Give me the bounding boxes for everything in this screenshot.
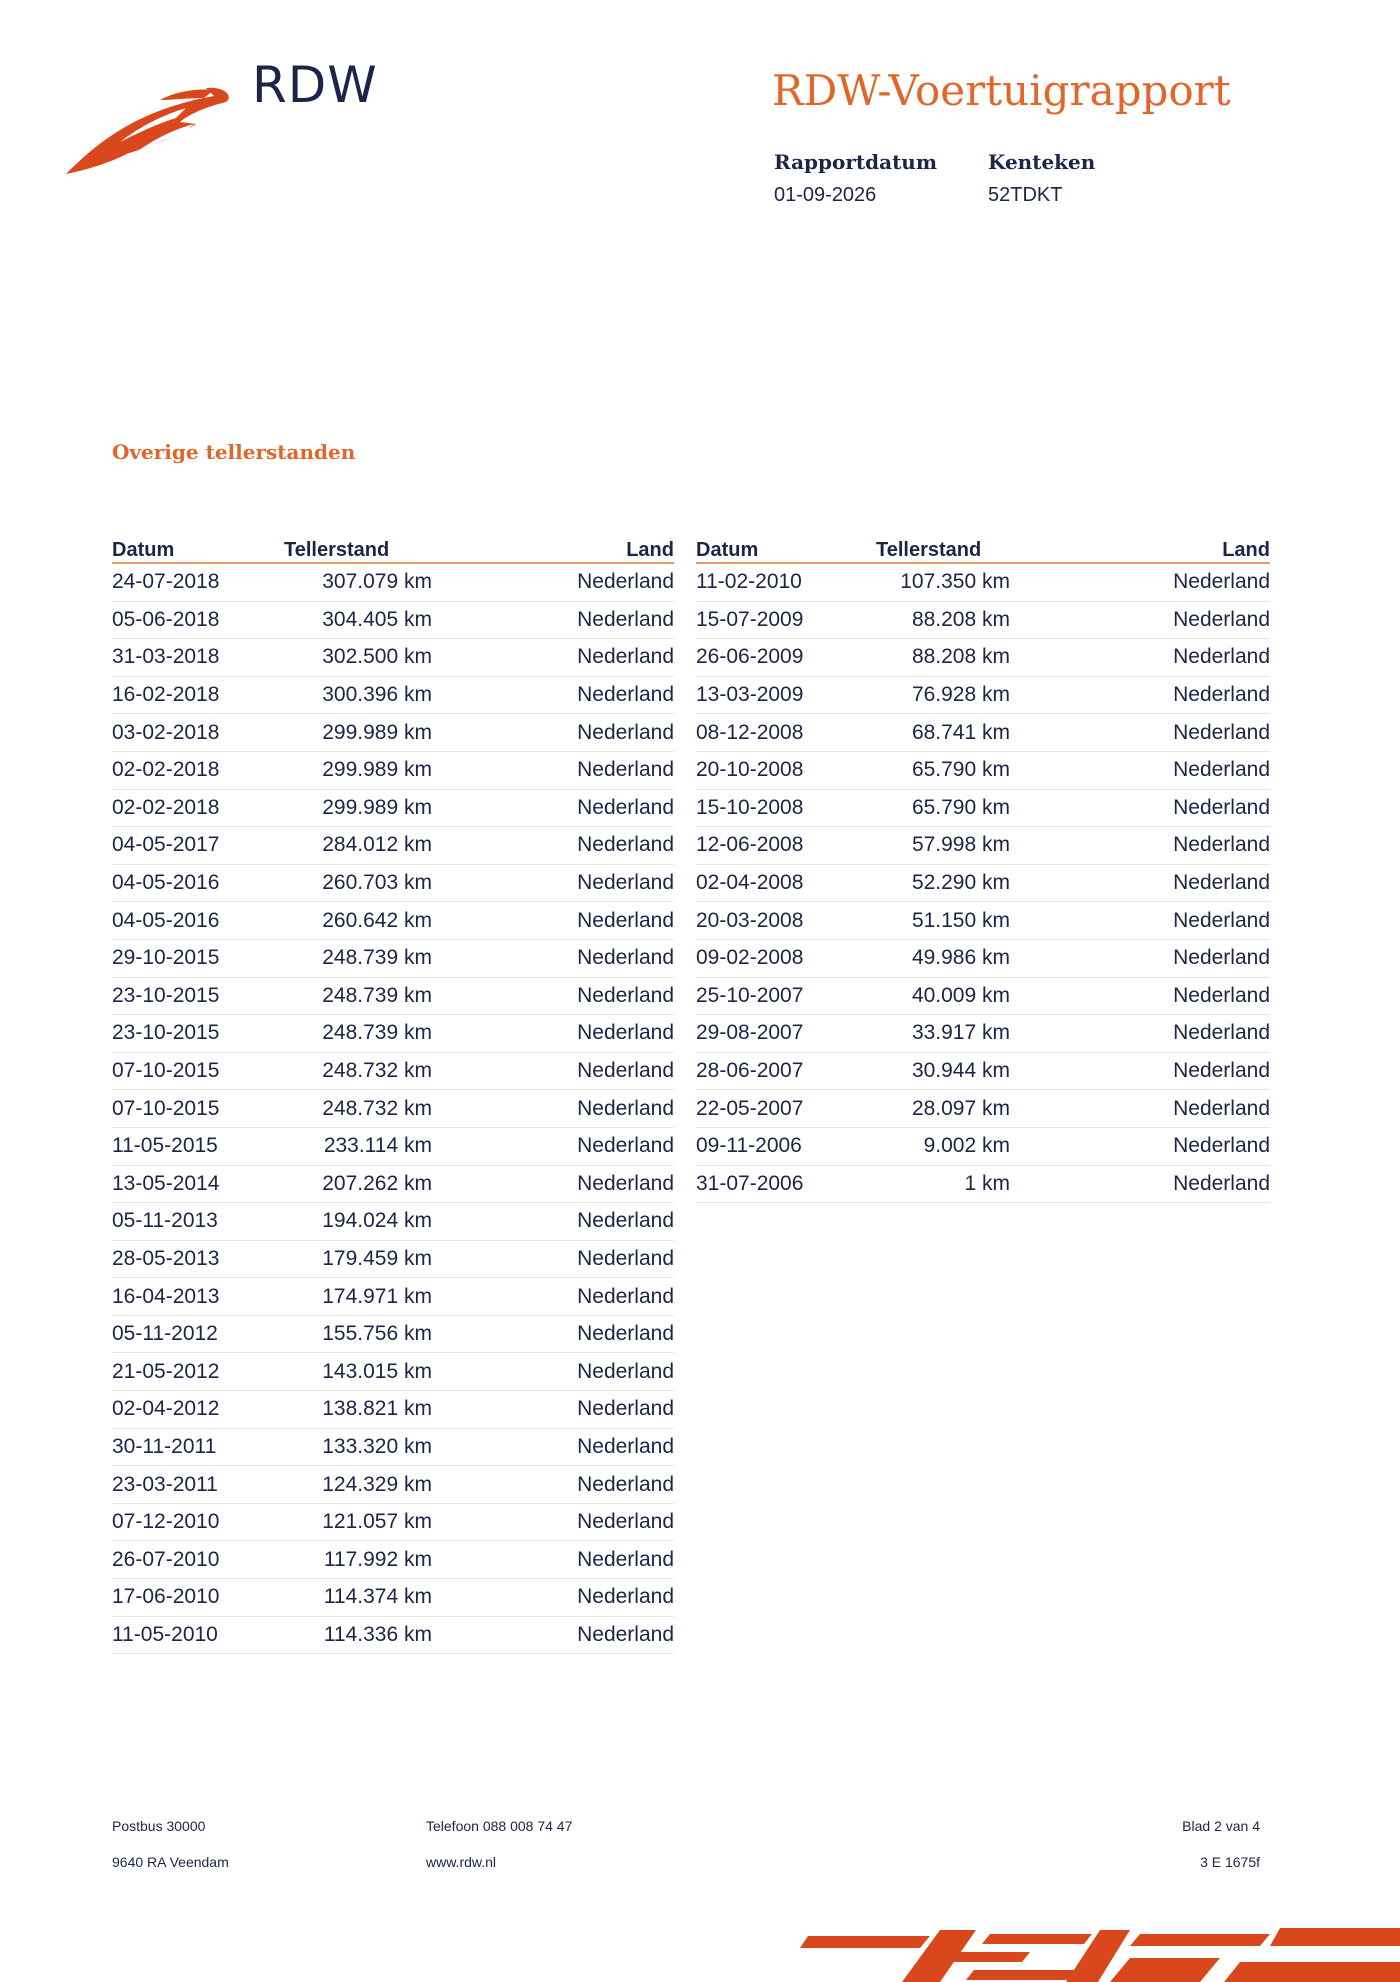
row-date: 22-05-2007 (696, 1090, 866, 1128)
row-date: 05-06-2018 (112, 601, 282, 639)
row-country: Nederland (1010, 939, 1270, 977)
table-row (112, 1428, 674, 1466)
table-row (696, 1052, 1270, 1090)
table-row (112, 1541, 674, 1579)
row-odometer: 33.917 km (866, 1015, 1010, 1053)
row-date: 20-10-2008 (696, 751, 866, 789)
table-row (112, 1052, 674, 1090)
row-country: Nederland (1010, 789, 1270, 827)
row-country: Nederland (432, 751, 674, 789)
row-odometer: 28.097 km (866, 1090, 1010, 1128)
row-date: 28-06-2007 (696, 1052, 866, 1090)
table-row (696, 939, 1270, 977)
footer-phone: Telefoon 088 008 74 47 (426, 1818, 573, 1834)
table-row (696, 676, 1270, 714)
report-date-block (774, 150, 937, 207)
footer-address-line2: 9640 RA Veendam (112, 1854, 229, 1870)
row-odometer: 174.971 km (282, 1278, 432, 1316)
row-country: Nederland (432, 1015, 674, 1053)
row-date: 02-04-2008 (696, 864, 866, 902)
row-date: 21-05-2012 (112, 1353, 282, 1391)
column-header-country: Land (432, 536, 674, 563)
row-date: 23-10-2015 (112, 1015, 282, 1053)
table-row (696, 601, 1270, 639)
footer-document-code: 3 E 1675f (1200, 1854, 1260, 1870)
table-row (112, 1015, 674, 1053)
row-country: Nederland (432, 639, 674, 677)
row-odometer: 299.989 km (282, 714, 432, 752)
row-country: Nederland (432, 714, 674, 752)
report-date-value: 01-09-2026 (774, 184, 877, 206)
row-odometer: 65.790 km (866, 751, 1010, 789)
row-country: Nederland (432, 902, 674, 940)
table-row (112, 563, 674, 601)
row-date: 16-04-2013 (112, 1278, 282, 1316)
plate-value: 52TDKT (988, 184, 1063, 206)
table-row (112, 1315, 674, 1353)
table-row (696, 1090, 1270, 1128)
row-country: Nederland (1010, 1090, 1270, 1128)
row-date: 05-11-2012 (112, 1315, 282, 1353)
row-date: 25-10-2007 (696, 977, 866, 1015)
row-country: Nederland (1010, 751, 1270, 789)
table-row (696, 751, 1270, 789)
row-country: Nederland (432, 1503, 674, 1541)
row-odometer: 307.079 km (282, 563, 432, 601)
table-row (112, 751, 674, 789)
row-country: Nederland (432, 1240, 674, 1278)
table-row (112, 977, 674, 1015)
row-date: 26-07-2010 (112, 1541, 282, 1579)
row-odometer: 9.002 km (866, 1127, 1010, 1165)
row-odometer: 248.739 km (282, 977, 432, 1015)
table-row (112, 601, 674, 639)
row-country: Nederland (1010, 714, 1270, 752)
row-country: Nederland (432, 601, 674, 639)
row-date: 04-05-2016 (112, 902, 282, 940)
row-country: Nederland (432, 1052, 674, 1090)
row-odometer: 52.290 km (866, 864, 1010, 902)
row-odometer: 194.024 km (282, 1203, 432, 1241)
row-odometer: 248.732 km (282, 1090, 432, 1128)
row-odometer: 143.015 km (282, 1353, 432, 1391)
row-date: 09-11-2006 (696, 1127, 866, 1165)
row-odometer: 284.012 km (282, 827, 432, 865)
column-header-odometer: Tellerstand (866, 536, 1010, 563)
row-date: 24-07-2018 (112, 563, 282, 601)
row-odometer: 133.320 km (282, 1428, 432, 1466)
row-date: 23-03-2011 (112, 1466, 282, 1504)
table-row (112, 1503, 674, 1541)
row-country: Nederland (432, 1616, 674, 1654)
report-title: RDW-Voertuigrapport (772, 66, 1231, 115)
rdw-wing-logo-icon (64, 58, 234, 178)
row-date: 04-05-2017 (112, 827, 282, 865)
row-odometer: 57.998 km (866, 827, 1010, 865)
table-row (112, 714, 674, 752)
row-odometer: 299.989 km (282, 789, 432, 827)
table-row (112, 1466, 674, 1504)
row-odometer: 248.739 km (282, 939, 432, 977)
row-country: Nederland (432, 1203, 674, 1241)
table-row (112, 902, 674, 940)
table-row (112, 639, 674, 677)
row-odometer: 88.208 km (866, 639, 1010, 677)
row-odometer: 299.989 km (282, 751, 432, 789)
table-row (696, 789, 1270, 827)
footer-website-link[interactable]: www.rdw.nl (426, 1854, 497, 1870)
row-date: 07-12-2010 (112, 1503, 282, 1541)
row-country: Nederland (432, 1127, 674, 1165)
row-date: 02-02-2018 (112, 751, 282, 789)
row-odometer: 76.928 km (866, 676, 1010, 714)
row-date: 31-03-2018 (112, 639, 282, 677)
row-country: Nederland (1010, 601, 1270, 639)
row-country: Nederland (432, 1278, 674, 1316)
row-date: 07-10-2015 (112, 1052, 282, 1090)
row-country: Nederland (1010, 1127, 1270, 1165)
row-country: Nederland (432, 563, 674, 601)
table-row (112, 939, 674, 977)
row-date: 11-05-2010 (112, 1616, 282, 1654)
row-country: Nederland (1010, 1015, 1270, 1053)
row-odometer: 248.739 km (282, 1015, 432, 1053)
row-country: Nederland (432, 1391, 674, 1429)
row-odometer: 121.057 km (282, 1503, 432, 1541)
table-row (696, 977, 1270, 1015)
row-country: Nederland (432, 1428, 674, 1466)
row-date: 15-07-2009 (696, 601, 866, 639)
table-row (696, 1127, 1270, 1165)
row-country: Nederland (432, 977, 674, 1015)
row-odometer: 207.262 km (282, 1165, 432, 1203)
row-date: 02-02-2018 (112, 789, 282, 827)
row-odometer: 40.009 km (866, 977, 1010, 1015)
row-date: 07-10-2015 (112, 1090, 282, 1128)
table-row (112, 1203, 674, 1241)
row-country: Nederland (432, 1353, 674, 1391)
row-date: 03-02-2018 (112, 714, 282, 752)
row-country: Nederland (432, 1579, 674, 1617)
footer-page-number: Blad 2 van 4 (1182, 1818, 1260, 1834)
footer-address-line1: Postbus 30000 (112, 1818, 206, 1834)
row-country: Nederland (432, 1090, 674, 1128)
table-row (696, 902, 1270, 940)
row-date: 04-05-2016 (112, 864, 282, 902)
row-date: 11-02-2010 (696, 563, 866, 601)
table-row (112, 789, 674, 827)
row-country: Nederland (432, 789, 674, 827)
table-row (112, 1616, 674, 1654)
row-country: Nederland (432, 827, 674, 865)
row-country: Nederland (1010, 902, 1270, 940)
row-date: 08-12-2008 (696, 714, 866, 752)
table-row (112, 827, 674, 865)
table-row (112, 1165, 674, 1203)
table-row (696, 563, 1270, 601)
row-date: 02-04-2012 (112, 1391, 282, 1429)
row-odometer: 1 km (866, 1165, 1010, 1203)
table-row (696, 1015, 1270, 1053)
table-row (112, 1579, 674, 1617)
row-odometer: 51.150 km (866, 902, 1010, 940)
row-odometer: 233.114 km (282, 1127, 432, 1165)
table-row (696, 639, 1270, 677)
row-odometer: 302.500 km (282, 639, 432, 677)
column-header-country: Land (1010, 536, 1270, 563)
row-date: 30-11-2011 (112, 1428, 282, 1466)
orange-stripes-decoration-icon (800, 1922, 1400, 1982)
row-country: Nederland (1010, 827, 1270, 865)
row-odometer: 260.703 km (282, 864, 432, 902)
row-country: Nederland (432, 939, 674, 977)
table-row (696, 1165, 1270, 1203)
row-country: Nederland (1010, 563, 1270, 601)
table-row (112, 1353, 674, 1391)
row-date: 05-11-2013 (112, 1203, 282, 1241)
row-country: Nederland (432, 1165, 674, 1203)
table-row (112, 1127, 674, 1165)
row-odometer: 304.405 km (282, 601, 432, 639)
table-row (696, 714, 1270, 752)
table-row (112, 1240, 674, 1278)
plate-block (988, 150, 1095, 207)
row-country: Nederland (1010, 977, 1270, 1015)
column-header-odometer: Tellerstand (282, 536, 432, 563)
row-country: Nederland (432, 1541, 674, 1579)
table-row (112, 1391, 674, 1429)
row-country: Nederland (432, 1315, 674, 1353)
row-country: Nederland (1010, 1052, 1270, 1090)
table-row (112, 864, 674, 902)
row-country: Nederland (1010, 864, 1270, 902)
column-header-date: Datum (696, 536, 866, 563)
table-row (696, 864, 1270, 902)
row-date: 11-05-2015 (112, 1127, 282, 1165)
row-date: 26-06-2009 (696, 639, 866, 677)
row-date: 12-06-2008 (696, 827, 866, 865)
row-odometer: 88.208 km (866, 601, 1010, 639)
row-country: Nederland (1010, 676, 1270, 714)
row-date: 20-03-2008 (696, 902, 866, 940)
row-odometer: 248.732 km (282, 1052, 432, 1090)
row-odometer: 260.642 km (282, 902, 432, 940)
plate-label: Kenteken (988, 150, 1096, 174)
report-date-label: Rapportdatum (774, 150, 938, 174)
column-header-date: Datum (112, 536, 282, 563)
odometer-table-right (696, 536, 1270, 1203)
row-odometer: 124.329 km (282, 1466, 432, 1504)
row-date: 29-08-2007 (696, 1015, 866, 1053)
row-date: 23-10-2015 (112, 977, 282, 1015)
row-date: 29-10-2015 (112, 939, 282, 977)
row-date: 09-02-2008 (696, 939, 866, 977)
row-odometer: 114.374 km (282, 1579, 432, 1617)
row-date: 16-02-2018 (112, 676, 282, 714)
row-date: 13-05-2014 (112, 1165, 282, 1203)
row-country: Nederland (432, 676, 674, 714)
row-date: 15-10-2008 (696, 789, 866, 827)
odometer-table-left (112, 536, 674, 1654)
row-country: Nederland (1010, 1165, 1270, 1203)
row-odometer: 107.350 km (866, 563, 1010, 601)
table-header-row (112, 536, 674, 563)
row-country: Nederland (1010, 639, 1270, 677)
row-odometer: 138.821 km (282, 1391, 432, 1429)
table-row (696, 827, 1270, 865)
row-odometer: 114.336 km (282, 1616, 432, 1654)
brand-name: RDW (252, 56, 378, 114)
table-row (112, 1090, 674, 1128)
row-country: Nederland (432, 1466, 674, 1504)
table-row (112, 1278, 674, 1316)
row-odometer: 68.741 km (866, 714, 1010, 752)
row-date: 13-03-2009 (696, 676, 866, 714)
table-row (112, 676, 674, 714)
row-odometer: 30.944 km (866, 1052, 1010, 1090)
section-title: Overige tellerstanden (112, 440, 356, 464)
row-date: 17-06-2010 (112, 1579, 282, 1617)
row-odometer: 300.396 km (282, 676, 432, 714)
table-header-row (696, 536, 1270, 563)
row-odometer: 117.992 km (282, 1541, 432, 1579)
row-country: Nederland (432, 864, 674, 902)
row-odometer: 65.790 km (866, 789, 1010, 827)
row-odometer: 49.986 km (866, 939, 1010, 977)
row-odometer: 179.459 km (282, 1240, 432, 1278)
row-date: 28-05-2013 (112, 1240, 282, 1278)
row-odometer: 155.756 km (282, 1315, 432, 1353)
row-date: 31-07-2006 (696, 1165, 866, 1203)
